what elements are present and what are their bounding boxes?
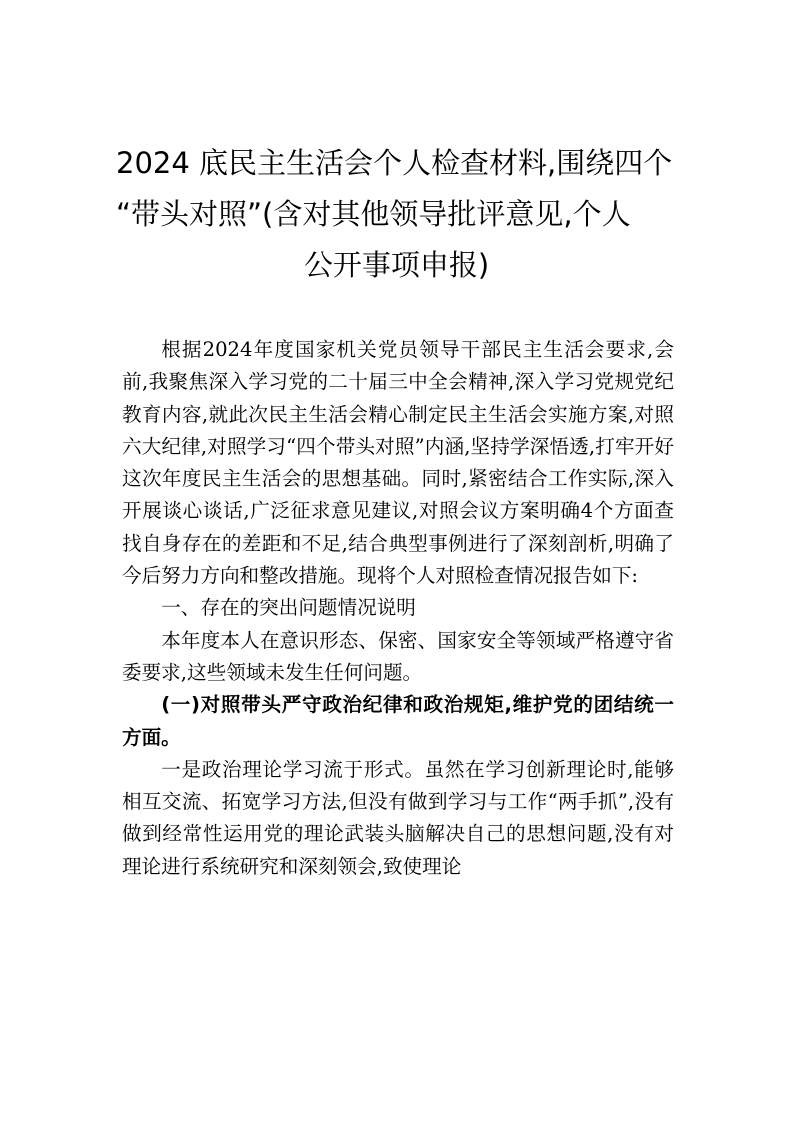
title-line-1: 2024 底民主生活会个人检查材料,围绕四个 [116,146,673,180]
point-one-paragraph: 一是政治理论学习流于形式。虽然在学习创新理论时,能够相互交流、拓宽学习方法,但没有做到学习与工作“两手抓”,没有做到经常性运用党的理论武装头脑解决自己的思想问题,没有对理论进行系统研究和深刻领会,致使理论 [122,757,674,878]
title-line-3: 公开事项申报) [303,248,490,282]
intro-paragraph: 根据2024年度国家机关党员领导干部民主生活会要求,会前,我聚焦深入学习党的二十届三中全会精神,深入学习党规党纪教育内容,就此次民主生活会精心制定民主生活会实施方案,对照六大纪律,对照学习“四个带头对照”内涵,坚持学深悟透,打牢开好这次年度民主生活会的思想基础。同时,紧密结合工作实际,深入开展谈心谈话,广泛征求意见建议,对照会议方案明确4个方面查找自身存在的差距和不足,结合典型事例进行了深刻剖析,明确了今后努力方向和整改措施。现将个人对照检查情况报告如下: [122,338,674,588]
section-heading-problems: 一、存在的突出问题情况说明 [161,596,416,620]
subsection-heading-political-discipline: (一)对照带头严守政治纪律和政治规矩,维护党的团结统一方面。 [122,693,674,749]
title-line-2: “带头对照”(含对其他领导批评意见,个人 [116,197,631,231]
document-body [122,334,674,883]
section-intro-paragraph: 本年度本人在意识形态、保密、国家安全等领域严格遵守省委要求,这些领域未发生任何问题。 [122,628,674,684]
document-title [116,138,677,291]
